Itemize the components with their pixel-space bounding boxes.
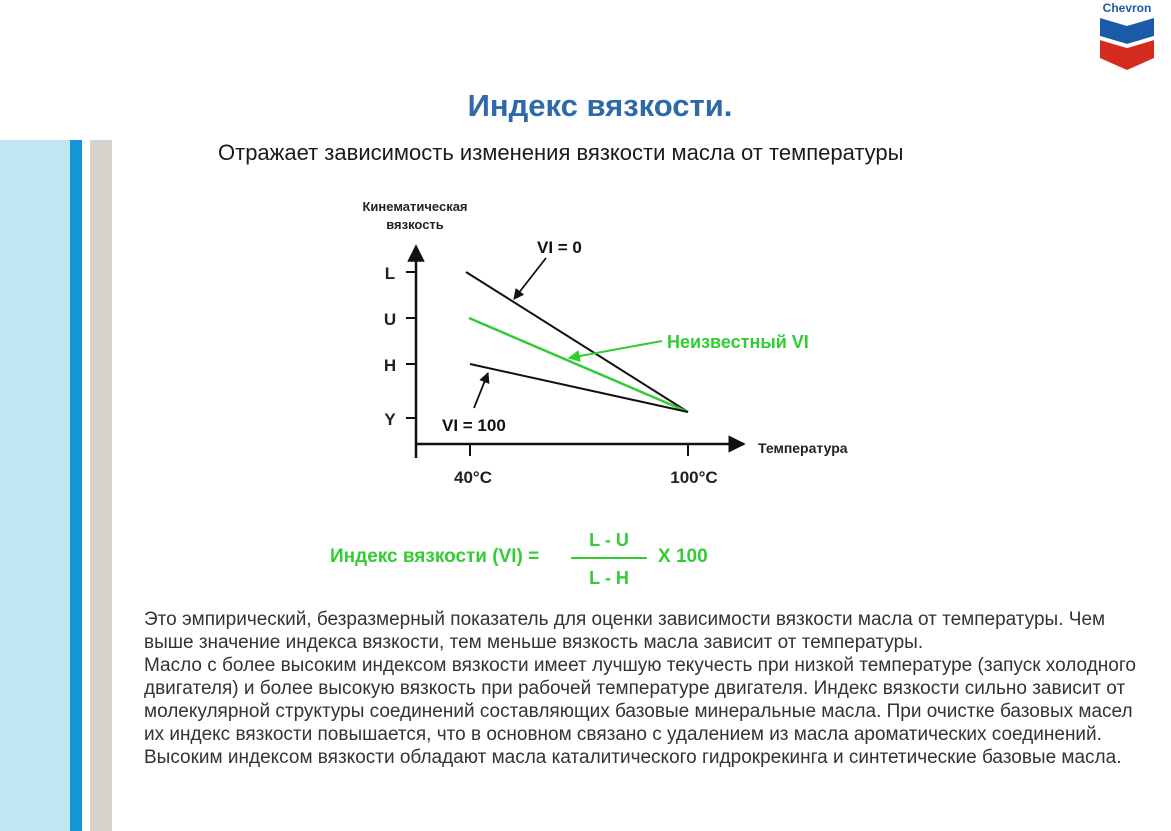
line-vi-100	[470, 364, 688, 412]
y-tick-label-u: U	[383, 310, 397, 329]
label-vi-100: VI = 100	[442, 416, 506, 435]
description-paragraph-1: Это эмпирический, безразмерный показатель для оценки зависимости вязкости масла от температуры. Чем выше значение индекса вязкости, тем меньше вязкость масла зависит от температуры.	[144, 609, 1106, 653]
y-tick-label-h: H	[383, 356, 397, 375]
formula-numerator: L - U	[589, 530, 629, 550]
formula-label: Индекс вязкости (VI) =	[330, 546, 540, 567]
svg-text:Chevron: Chevron	[1102, 1, 1152, 15]
callout-arrow-unknown-vi	[569, 341, 662, 358]
callout-arrow-vi-100	[474, 373, 488, 408]
formula-denominator: L - H	[589, 568, 629, 588]
description-block	[144, 608, 1154, 769]
slide-subtitle: Отражает зависимость изменения вязкости масла от температуры	[218, 140, 904, 165]
formula-fraction-bar	[571, 557, 647, 559]
label-unknown-vi: Неизвестный VI	[667, 332, 809, 352]
callout-arrow-vi-0	[514, 258, 546, 299]
y-tick-label-y: Y	[384, 410, 396, 429]
y-tick-label-l: L	[384, 264, 396, 283]
x-tick-label-40: 40°C	[454, 468, 492, 487]
y-axis-label-line1: Кинематическая	[362, 199, 468, 214]
formula-multiplier: X 100	[658, 546, 708, 567]
x-axis-label: Температура	[758, 440, 848, 456]
x-tick-label-100: 100°C	[670, 468, 718, 487]
label-vi-0: VI = 0	[537, 238, 582, 257]
y-axis-label-line2: вязкость	[386, 217, 444, 232]
description-paragraph-2: Масло с более высоким индексом вязкости имеет лучшую текучесть при низкой температуре (запуск холодного двигателя) и более высокую вязкость при рабочей температуре двигателя. Индекс вязкости сильно зависит от молекулярной структуры соединений составляющих базовые минеральные масла. При очистке базовых масел их индекс вязкости повышается, что в основном связано с удалением из масла ароматических соединений. Высоким индексом вязкости обладают масла каталитического гидрокрекинга и синтетические базовые масла.	[144, 655, 1136, 768]
slide-title: Индекс вязкости.	[467, 88, 733, 123]
line-unknown-vi	[469, 318, 688, 412]
